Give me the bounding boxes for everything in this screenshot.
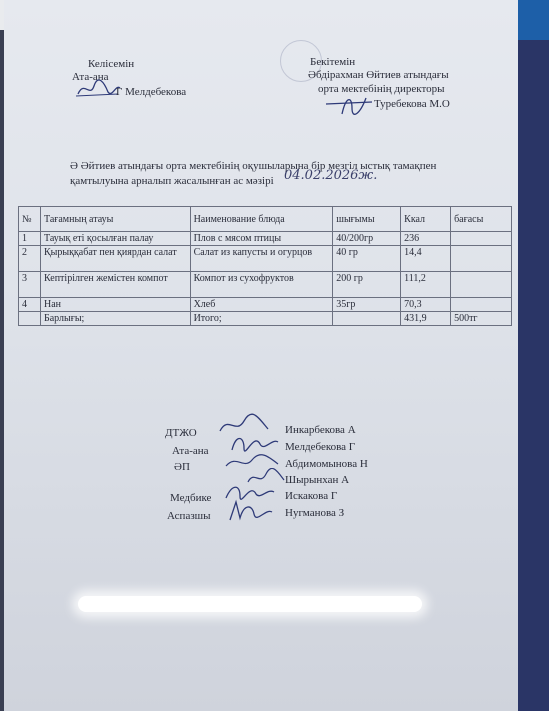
table-header-row: [19, 207, 512, 232]
table-cell: [451, 232, 512, 246]
signature-role: ДТЖО: [165, 427, 197, 439]
approval-right-line2: орта мектебінің директоры: [318, 83, 445, 95]
table-cell: [451, 272, 512, 298]
table-cell: 111,2: [401, 272, 451, 298]
table-cell: Тауық еті қосылған палау: [40, 232, 190, 246]
table-total-row: [19, 312, 512, 326]
table-cell: [451, 298, 512, 312]
signature-role: Медбике: [170, 492, 212, 504]
table-cell: Плов с мясом птицы: [190, 232, 333, 246]
signature-name: Шырынхан А: [285, 474, 350, 486]
signature-role: Аспазшы: [167, 510, 211, 522]
total-label-kz: Барлығы;: [40, 312, 190, 326]
table-cell: Компот из сухофруктов: [190, 272, 333, 298]
table-cell: 40 гр: [333, 246, 401, 272]
signature-role: Ата-ана: [172, 445, 209, 457]
table-cell: [333, 312, 401, 326]
table-row: [19, 298, 512, 312]
table-cell: 70,3: [401, 298, 451, 312]
total-kcal: 431,9: [401, 312, 451, 326]
approval-right-approved: Бекітемін: [310, 56, 356, 68]
table-cell: Қырыққабат пен қиярдан салат: [40, 246, 190, 272]
signature-name: Нугманова З: [285, 507, 345, 519]
table-cell: [451, 246, 512, 272]
table-row: [19, 232, 512, 246]
table-cell: 4: [19, 298, 41, 312]
signature-name: Инкарбекова А: [285, 424, 356, 436]
table-cell: Кептірілген жемістен компот: [40, 272, 190, 298]
table-cell: 236: [401, 232, 451, 246]
approval-right-name: Туребекова М.О: [374, 98, 450, 110]
signature-name: Абдимомынова Н: [285, 458, 368, 470]
table-cell: [19, 312, 41, 326]
table-cell: 2: [19, 246, 41, 272]
table-row: [19, 246, 512, 272]
signature-left: [74, 78, 122, 100]
table-cell: 1: [19, 232, 41, 246]
right-edge-background: [515, 0, 549, 711]
light-glare: [78, 596, 422, 612]
table-cell: 14,4: [401, 246, 451, 272]
header-cell: №: [19, 207, 41, 232]
blue-object: [515, 0, 549, 40]
title-line1: Ә Әйтиев атындағы орта мектебінің оқушыларына бір мезгіл ыстық тамақпен: [70, 160, 437, 172]
table-cell: 40/200гр: [333, 232, 401, 246]
total-label-ru: Итого;: [190, 312, 333, 326]
signature-mark: [226, 498, 274, 524]
table-cell: Хлеб: [190, 298, 333, 312]
title-line2: қамтылуына арналып жасалынған ас мәзірі: [70, 175, 274, 187]
approval-left-agreed: Келісемін: [88, 58, 135, 70]
header-cell: Тағамның атауы: [40, 207, 190, 232]
table-cell: 35гр: [333, 298, 401, 312]
table-row: [19, 272, 512, 298]
signature-name: Искакова Г: [285, 490, 338, 502]
approval-left-role: Ата-ана: [72, 71, 109, 83]
header-cell: шығымы: [333, 207, 401, 232]
table-cell: 3: [19, 272, 41, 298]
table-cell: 200 гр: [333, 272, 401, 298]
header-cell: Наименование блюда: [190, 207, 333, 232]
total-price: 500тг: [451, 312, 512, 326]
table-cell: Нан: [40, 298, 190, 312]
table-cell: Салат из капусты и огурцов: [190, 246, 333, 272]
signature-role: ӘП: [174, 461, 190, 473]
approval-left-name: Г Мелдебекова: [116, 86, 187, 98]
header-cell: бағасы: [451, 207, 512, 232]
header-cell: Ккал: [401, 207, 451, 232]
signature-right: [322, 92, 378, 118]
menu-table: [18, 206, 512, 326]
title-date: 04.02.2026ж.: [284, 168, 378, 183]
signature-name: Мелдебекова Г: [285, 441, 356, 453]
approval-right-line1: Әбдірахман Өйтиев атындағы: [308, 69, 449, 81]
